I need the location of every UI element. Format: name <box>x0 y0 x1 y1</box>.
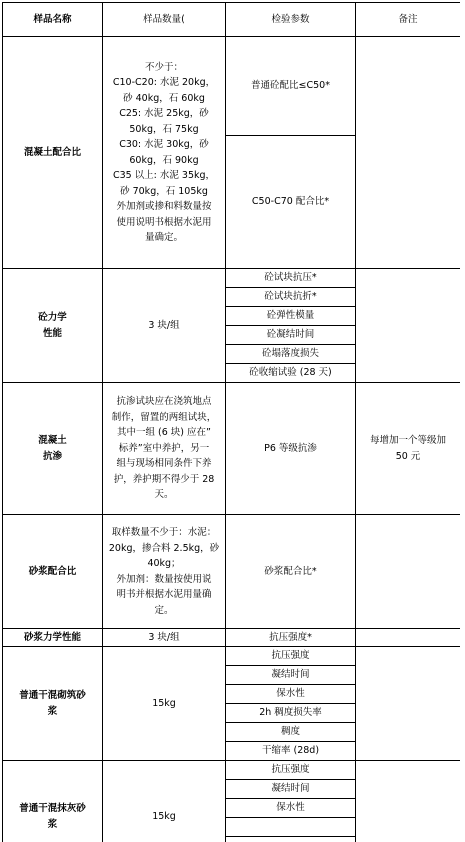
table-row <box>3 647 461 666</box>
document <box>2 2 460 842</box>
header-quantity: 样品数量( <box>103 3 226 37</box>
row-quantity-mortar-mix <box>103 515 226 629</box>
row-quantity-plaster-mortar: 15kg <box>103 761 226 842</box>
row-quantity-mortar-mech: 3 块/组 <box>103 629 226 647</box>
name-line: 抗渗 <box>5 449 100 465</box>
row-quantity-masonry-mortar: 15kg <box>103 647 226 761</box>
name-line: 性能 <box>5 326 100 342</box>
quantity-line: 护，养护期不得少于 28 <box>105 472 223 488</box>
quantity-line: 不少于： <box>105 60 223 76</box>
quantity-line: 砂 70kg，石 105kg <box>105 184 223 200</box>
quantity-line: 40kg； <box>105 556 223 572</box>
param-cell: P6 等级抗渗 <box>226 383 356 515</box>
param-cell: 保水性 <box>226 685 356 704</box>
param-cell: C50-C70 配合比* <box>226 136 356 269</box>
remarks-cell <box>356 269 461 383</box>
quantity-line: C10-C20: 水泥 20kg， <box>105 75 223 91</box>
param-cell: 稠度 <box>226 723 356 742</box>
header-row <box>3 3 461 37</box>
param-cell: 砼收缩试验 (28 天) <box>226 364 356 383</box>
param-cell: 抗压强度* <box>226 629 356 647</box>
remarks-cell <box>356 515 461 629</box>
quantity-line: 量确定。 <box>105 230 223 246</box>
name-line: 浆 <box>5 704 100 720</box>
table-row <box>3 629 461 647</box>
param-cell: 砼凝结时间 <box>226 326 356 345</box>
row-name-plaster-mortar <box>3 761 103 842</box>
remarks-cell <box>356 37 461 269</box>
quantity-line: 定。 <box>105 603 223 619</box>
row-name-masonry-mortar <box>3 647 103 761</box>
row-name-concrete-mech <box>3 269 103 383</box>
quantity-line: 使用说明书根据水泥用 <box>105 215 223 231</box>
remarks-line: 每增加一个等级加 <box>358 433 458 449</box>
quantity-line: C35 以上: 水泥 35kg， <box>105 168 223 184</box>
header-params: 检验参数 <box>226 3 356 37</box>
remarks-cell <box>356 383 461 515</box>
quantity-line: C25: 水泥 25kg，砂 <box>105 106 223 122</box>
name-line: 浆 <box>5 817 100 833</box>
param-cell: 凝结时间 <box>226 666 356 685</box>
param-cell: 凝结时间 <box>226 780 356 799</box>
quantity-line: 取样数量不少于：水泥： <box>105 525 223 541</box>
param-cell: 干缩率 (28d) <box>226 742 356 761</box>
header-remarks: 备注 <box>356 3 461 37</box>
name-line: 普通干混抹灰砂 <box>5 801 100 817</box>
row-name-concrete-mix: 混凝土配合比 <box>3 37 103 269</box>
table-row <box>3 37 461 136</box>
quantity-line: 明书并根据水泥用量确 <box>105 587 223 603</box>
quantity-lines <box>105 60 223 246</box>
param-cell: 普通砼配比≤C50* <box>226 37 356 136</box>
sample-table <box>2 2 460 842</box>
row-name-mortar-mech: 砂浆力学性能 <box>3 629 103 647</box>
quantity-lines <box>105 394 223 503</box>
name-line: 混凝土 <box>5 433 100 449</box>
param-cell: 砼试块抗压* <box>226 269 356 288</box>
param-cell: 砼试块抗折* <box>226 288 356 307</box>
quantity-line: 外加剂：数量按使用说 <box>105 572 223 588</box>
param-cell <box>226 818 356 837</box>
quantity-lines <box>105 525 223 618</box>
row-quantity-concrete-mech: 3 块/组 <box>103 269 226 383</box>
quantity-line: 抗渗试块应在浇筑地点 <box>105 394 223 410</box>
param-cell: 砼塌落度损失 <box>226 345 356 364</box>
quantity-line: 其中一组 (6 块) 应在” <box>105 425 223 441</box>
quantity-line: 外加剂或掺和料数量按 <box>105 199 223 215</box>
name-line: 普通干混砌筑砂 <box>5 688 100 704</box>
remarks-cell <box>356 761 461 842</box>
param-cell: 砂浆配合比* <box>226 515 356 629</box>
row-name-concrete-imperm <box>3 383 103 515</box>
row-quantity-concrete-mix <box>103 37 226 269</box>
table-row <box>3 383 461 515</box>
row-quantity-concrete-imperm <box>103 383 226 515</box>
remarks-cell <box>356 647 461 761</box>
param-cell: 抗压强度 <box>226 761 356 780</box>
quantity-line: 50kg，石 75kg <box>105 122 223 138</box>
param-cell: 2h 稠度损失率 <box>226 704 356 723</box>
param-cell <box>226 837 356 842</box>
quantity-line: 标养”室中养护，另一 <box>105 441 223 457</box>
param-cell: 保水性 <box>226 799 356 818</box>
name-line: 砼力学 <box>5 310 100 326</box>
remarks-cell <box>356 629 461 647</box>
quantity-line: 天。 <box>105 487 223 503</box>
quantity-line: 60kg，石 90kg <box>105 153 223 169</box>
quantity-line: 制作，留置的两组试块， <box>105 410 223 426</box>
quantity-line: 砂 40kg，石 60kg <box>105 91 223 107</box>
table-row <box>3 269 461 288</box>
param-cell: 砼弹性模量 <box>226 307 356 326</box>
quantity-line: C30: 水泥 30kg，砂 <box>105 137 223 153</box>
table-row <box>3 761 461 780</box>
header-name: 样品名称 <box>3 3 103 37</box>
quantity-line: 20kg，掺合料 2.5kg，砂 <box>105 541 223 557</box>
table-row <box>3 515 461 629</box>
param-cell: 抗压强度 <box>226 647 356 666</box>
row-name-mortar-mix: 砂浆配合比 <box>3 515 103 629</box>
remarks-line: 50 元 <box>358 449 458 465</box>
quantity-line: 组与现场相同条件下养 <box>105 456 223 472</box>
